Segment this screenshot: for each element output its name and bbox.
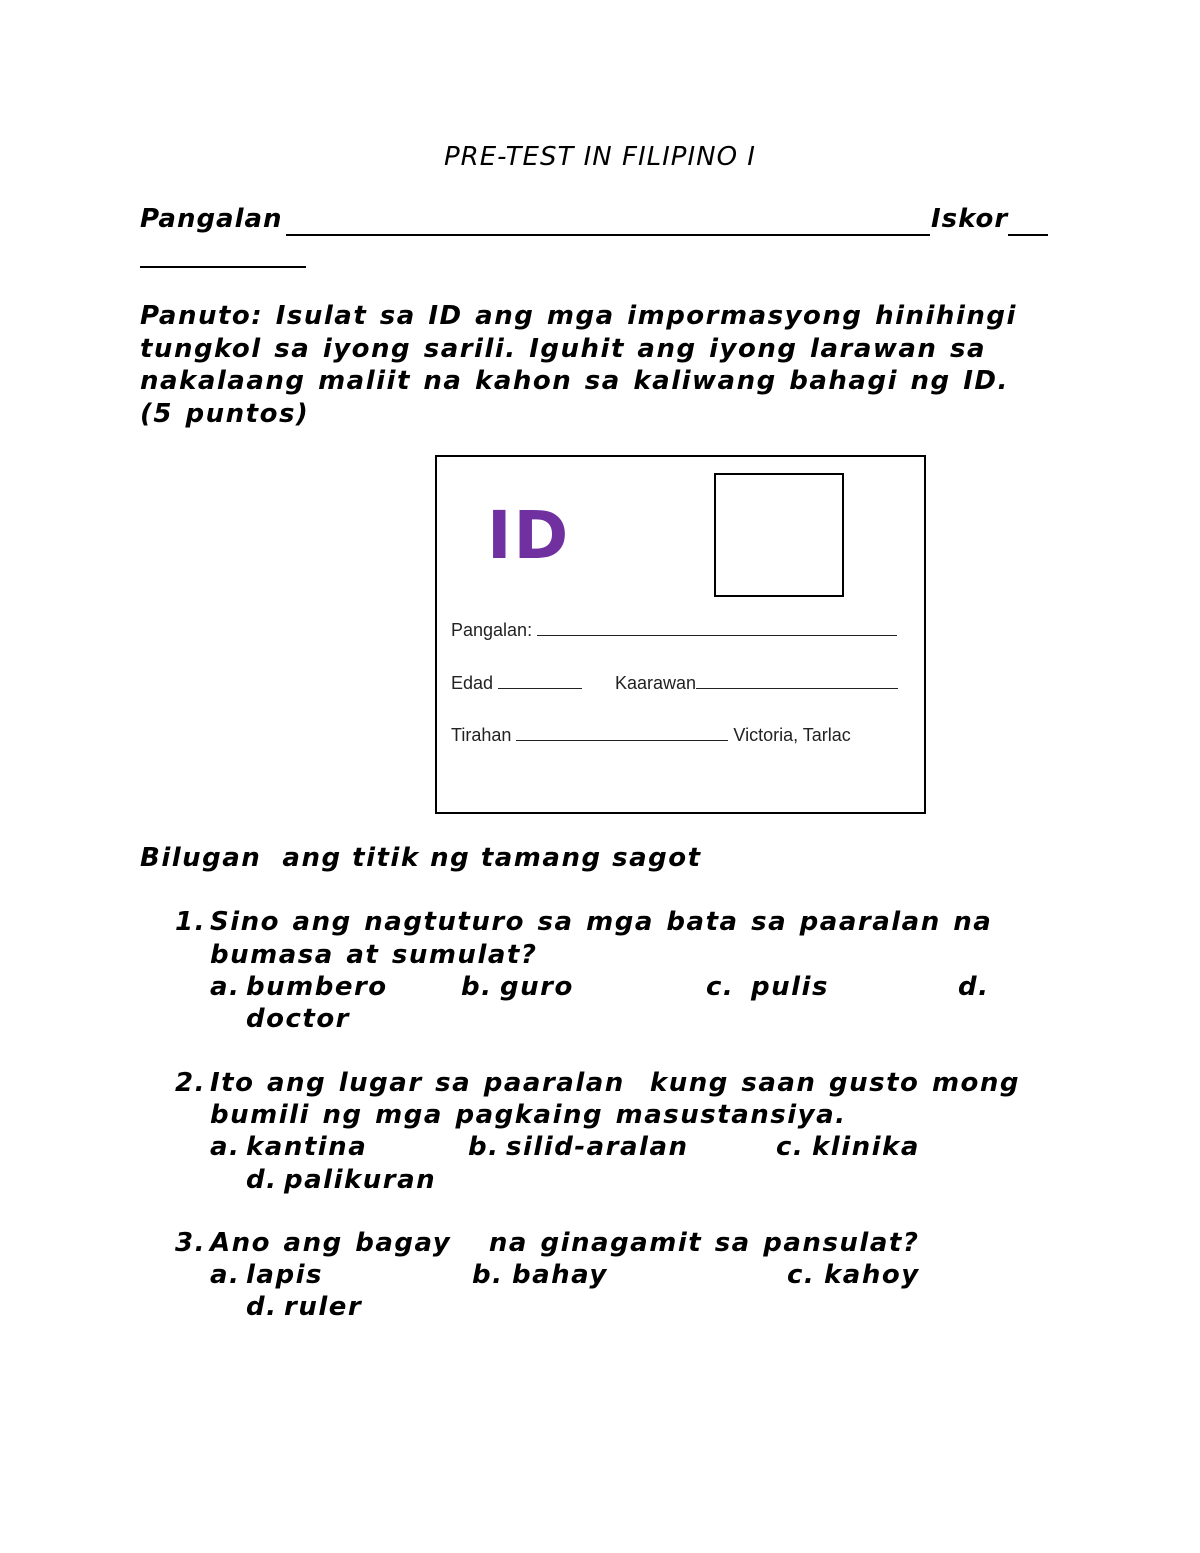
id-age-field xyxy=(451,672,582,694)
question-text: Sino ang nagtuturo sa mga bata sa paaralan na xyxy=(210,907,993,937)
id-address-blank xyxy=(516,724,728,741)
id-birthday-blank xyxy=(696,672,898,689)
option-letter: c. xyxy=(787,1260,816,1290)
score-blank-line xyxy=(1008,234,1048,236)
id-birthday-field xyxy=(615,672,898,694)
id-address-suffix: Victoria, Tarlac xyxy=(733,725,851,745)
option-text: silid-aralan xyxy=(506,1132,689,1162)
option-letter: d. xyxy=(246,1165,278,1195)
id-address-label: Tirahan xyxy=(451,725,512,745)
option-letter: c. xyxy=(776,1132,805,1162)
option-letter: b. xyxy=(468,1132,500,1162)
option-text: klinika xyxy=(812,1132,920,1162)
id-address-field xyxy=(451,724,851,746)
option-letter: d. xyxy=(958,972,990,1002)
option-text: ruler xyxy=(284,1292,363,1322)
option-text: kahoy xyxy=(824,1260,920,1290)
name-label: Pangalan xyxy=(140,204,283,234)
id-card-title: ID xyxy=(487,497,571,574)
question-1-continued: bumasa at sumulat? xyxy=(210,940,538,970)
option-letter: a. xyxy=(210,1260,241,1290)
instruction-text: Bilugan ang titik ng tamang sagot xyxy=(140,843,702,873)
id-age-blank xyxy=(498,672,582,689)
option-text: doctor xyxy=(246,1004,350,1034)
question-2-continued: bumili ng mga pagkaing masustansiya. xyxy=(210,1100,847,1130)
option-text: guro xyxy=(500,972,574,1002)
score-blank-line-continued xyxy=(140,266,306,268)
option-text: lapis xyxy=(246,1260,323,1290)
question-text: Ito ang lugar sa paaralan kung saan gusto mong xyxy=(210,1068,1021,1098)
id-card xyxy=(435,455,926,814)
photo-box xyxy=(714,473,844,597)
id-birthday-label: Kaarawan xyxy=(615,673,697,693)
option-letter: b. xyxy=(461,972,493,1002)
option-letter: a. xyxy=(210,972,241,1002)
option-letter: c. xyxy=(706,972,735,1002)
score-label: Iskor xyxy=(931,204,1009,234)
option-letter: b. xyxy=(472,1260,504,1290)
id-name-blank xyxy=(537,619,897,636)
id-name-label: Pangalan: xyxy=(451,620,533,640)
name-blank-line xyxy=(286,234,930,236)
question-text: Ano ang bagay na ginagamit sa pansulat? xyxy=(210,1228,920,1258)
option-letter: d. xyxy=(246,1292,278,1322)
id-age-label: Edad xyxy=(451,673,494,693)
question-number: 1. xyxy=(175,907,206,937)
option-text: palikuran xyxy=(284,1165,437,1195)
option-text: bumbero xyxy=(246,972,388,1002)
option-text: kantina xyxy=(246,1132,368,1162)
option-letter: a. xyxy=(210,1132,241,1162)
directions: Panuto: Isulat sa ID ang mga impormasyong hinihingi tungkol sa iyong sarili. Iguhit ang iyong larawan sa nakalaang maliit na kahon sa kaliwang bahagi ng ID. (5 puntos) xyxy=(140,301,1017,429)
option-text: bahay xyxy=(512,1260,608,1290)
question-number: 2. xyxy=(175,1068,206,1098)
id-name-field xyxy=(451,619,897,641)
option-text: pulis xyxy=(751,972,829,1002)
page-title: PRE-TEST IN FILIPINO I xyxy=(444,142,756,172)
question-number: 3. xyxy=(175,1228,206,1258)
